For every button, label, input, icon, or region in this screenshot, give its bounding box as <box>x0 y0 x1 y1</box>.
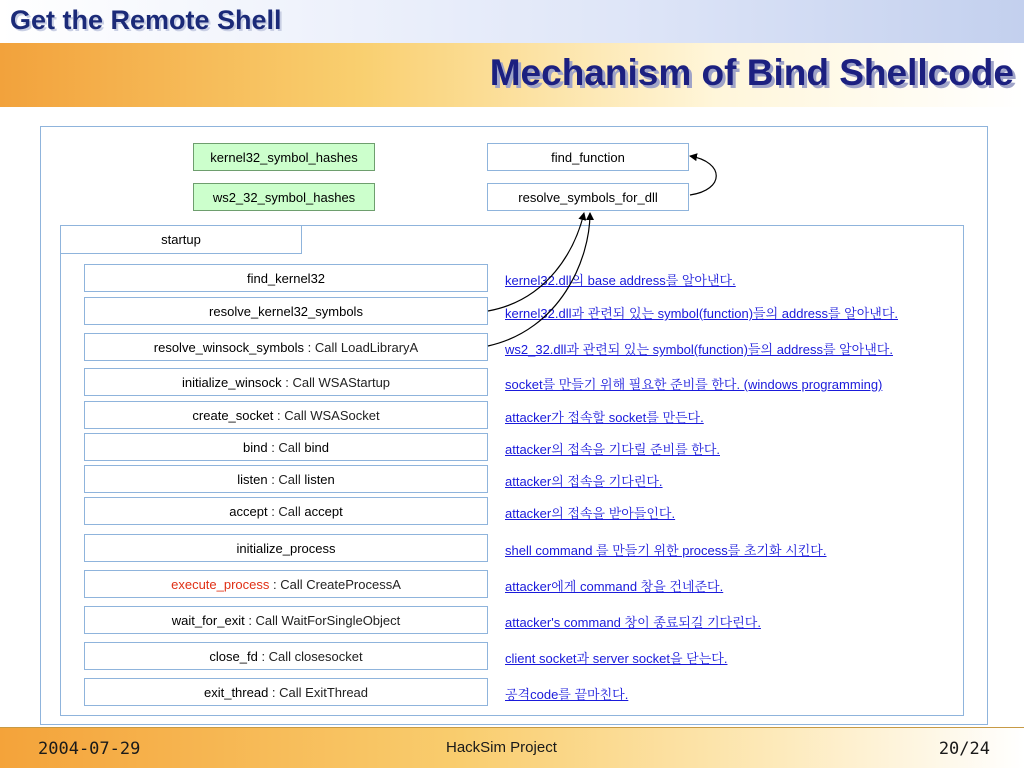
step-resolve-kernel32-symbols <box>84 297 488 325</box>
step-call: : Call closesocket <box>257 648 363 664</box>
step-note-link[interactable]: attacker의 접속을 받아들인다. <box>505 506 676 521</box>
step-note-link[interactable]: attacker가 접속할 socket를 만든다. <box>505 410 704 425</box>
step-call: : Call ExitThread <box>268 684 369 700</box>
step-call: : Call CreateProcessA <box>269 576 401 592</box>
step-name: close_fd <box>209 648 258 664</box>
step-call: : Call WaitForSingleObject <box>244 612 401 628</box>
step-call: : Call WSASocket <box>273 407 380 423</box>
step-wait-for-exit <box>84 606 488 634</box>
step-accept <box>84 497 488 525</box>
step-call-target: bind <box>304 439 329 455</box>
step-call: : Call LoadLibraryA <box>304 339 419 355</box>
step-execute-process <box>84 570 488 598</box>
step-note-link[interactable]: attacker's command 창이 종료되길 기다린다. <box>505 615 761 630</box>
step-name: find_kernel32 <box>246 270 326 286</box>
step-close-fd <box>84 642 488 670</box>
step-note-link[interactable]: attacker의 접속을 기다릴 준비를 한다. <box>505 442 720 457</box>
step-name: wait_for_exit <box>171 612 245 628</box>
step-call-target: accept <box>304 503 343 519</box>
step-listen <box>84 465 488 493</box>
step-note-link[interactable]: ws2_32.dll과 관련되 있는 symbol(function)들의 address를 알아낸다. <box>505 342 893 357</box>
step-name: initialize_winsock <box>181 374 282 390</box>
step-name: execute_process <box>171 576 270 592</box>
step-note-link[interactable]: kernel32.dll과 관련되 있는 symbol(function)들의 address를 알아낸다. <box>505 306 899 321</box>
footer-page-number: 20/24 <box>938 739 990 759</box>
step-call: : Call <box>267 503 305 519</box>
step-exit-thread <box>84 678 488 706</box>
step-initialize-process <box>84 534 488 562</box>
step-note-link[interactable]: attacker에게 command 창을 건네준다. <box>505 579 724 594</box>
step-call-target: listen <box>304 471 335 487</box>
footer-date: 2004-07-29 <box>38 739 141 759</box>
ws2-32-hashes-box: ws2_32_symbol_hashes <box>193 183 375 211</box>
step-name: listen <box>237 471 268 487</box>
startup-label-box: startup <box>60 225 302 254</box>
step-find-kernel32 <box>84 264 488 292</box>
step-note-link[interactable]: shell command 를 만들기 위한 process를 초기화 시킨다. <box>505 543 827 558</box>
header-title: Get the Remote Shell <box>10 5 282 35</box>
step-name: resolve_winsock_symbols <box>153 339 305 355</box>
footer-project: HackSim Project <box>446 739 557 756</box>
step-call: : Call WSAStartup <box>281 374 391 390</box>
slide-title: Mechanism of Bind Shellcode <box>489 52 1014 93</box>
step-name: create_socket <box>192 407 274 423</box>
step-name: exit_thread <box>203 684 269 700</box>
step-note-link[interactable]: socket를 만들기 위해 필요한 준비를 한다. (windows programming) <box>505 377 883 392</box>
step-initialize-winsock <box>84 368 488 396</box>
step-name: initialize_process <box>236 540 336 556</box>
find-function-box: find_function <box>487 143 689 171</box>
kernel32-hashes-box: kernel32_symbol_hashes <box>193 143 375 171</box>
step-name: resolve_kernel32_symbols <box>209 303 363 319</box>
step-resolve-winsock-symbols <box>84 333 488 361</box>
step-note-link[interactable]: client socket과 server socket을 닫는다. <box>505 651 728 666</box>
step-bind <box>84 433 488 461</box>
step-call: : Call <box>267 471 305 487</box>
step-name: accept <box>229 503 268 519</box>
step-note-link[interactable]: attacker의 접속을 기다린다. <box>505 474 663 489</box>
step-call: : Call <box>267 439 305 455</box>
step-name: bind <box>243 439 268 455</box>
step-note-link[interactable]: kernel32.dll의 base address를 알아낸다. <box>505 273 736 288</box>
resolve-symbols-for-dll-box: resolve_symbols_for_dll <box>487 183 689 211</box>
step-note-link[interactable]: 공격code를 끝마친다. <box>505 687 629 702</box>
step-create-socket <box>84 401 488 429</box>
